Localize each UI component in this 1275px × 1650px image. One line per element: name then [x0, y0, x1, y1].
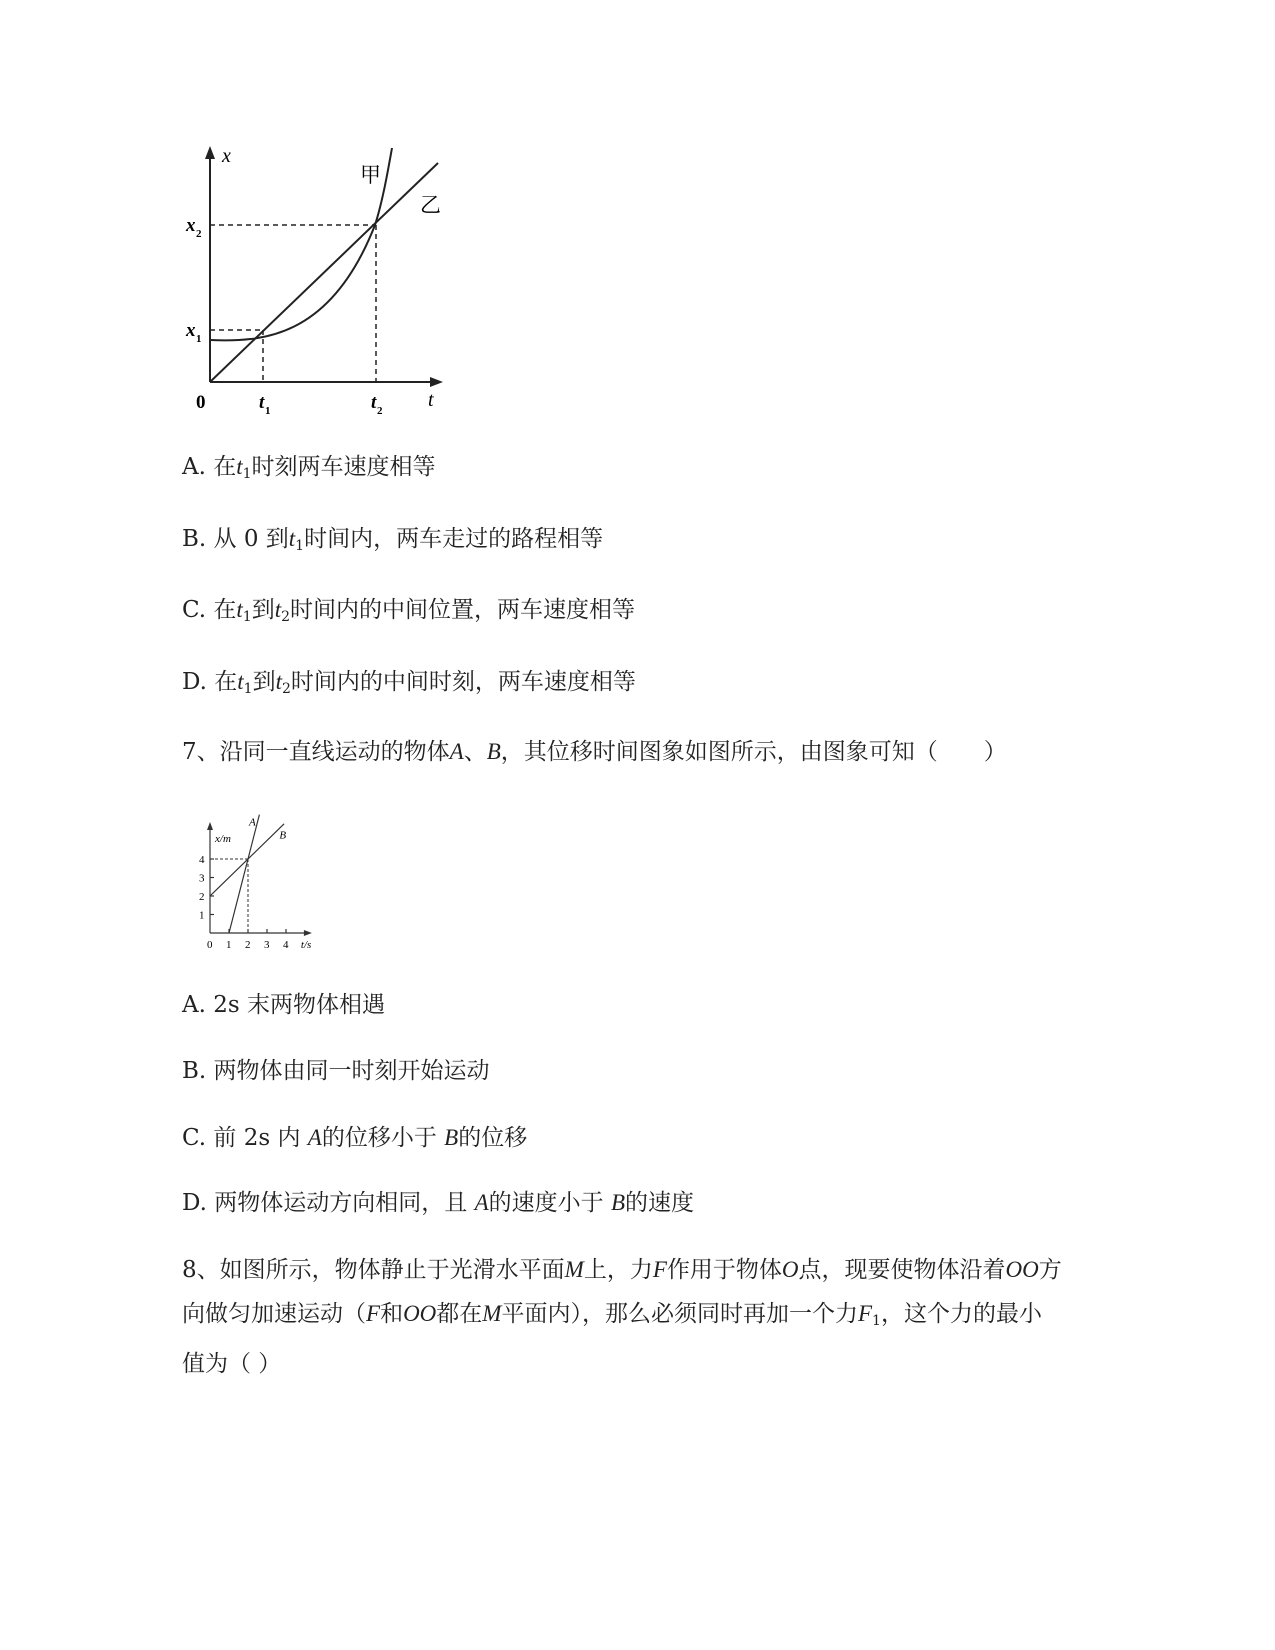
x2-label: x — [186, 215, 196, 236]
xt-graph-jia-yi — [170, 140, 460, 430]
line-a-label: A — [248, 816, 256, 829]
y-axis-label: x — [222, 145, 231, 167]
q7-option-b: B. 两物体由同一时刻开始运动 — [182, 1058, 490, 1084]
q7-stem: 7、沿同一直线运动的物体A、B，其位移时间图象如图所示，由图象可知（ ） — [182, 739, 1007, 765]
t1-label: t — [259, 392, 265, 413]
t2-label: t — [371, 392, 377, 413]
x2-sub: 2 — [196, 228, 202, 240]
x-axis-label: t/s — [300, 939, 312, 951]
q6-option-b: B. 从 0 到$t_1$时间内，两车走过的路程相等 — [182, 526, 604, 554]
x-axis-arrow — [304, 930, 312, 936]
q7-option-c: C. 前 2s 内 A的位移小于 B的位移 — [182, 1125, 528, 1151]
y-tick-label: 4 — [199, 854, 205, 866]
t1-sub: 1 — [265, 405, 271, 417]
line-b-label: B — [279, 829, 287, 842]
q6-option-a: A. 在$t_1$时刻两车速度相等 — [182, 454, 436, 482]
q7-option-a: A. 2s 末两物体相遇 — [182, 992, 385, 1018]
q8-stem: 8、如图所示，物体静止于光滑水平面M上，力F作用于物体O点，现要使物体沿着OO方向做匀加速运动（F和OO都在M平面内），那么必须同时再加一个力$F_1$，这个力的最小值为（ ） — [182, 1257, 1062, 1377]
y-tick-label: 1 — [199, 909, 205, 922]
y-tick-label: 2 — [199, 891, 205, 903]
x1-sub: 1 — [196, 333, 202, 345]
t2-sub: 2 — [377, 405, 383, 417]
q6-option-c: C. 在$t_1$到$t_2$时间内的中间位置，两车速度相等 — [182, 597, 636, 625]
xt-graph-a-b — [190, 805, 340, 955]
x1-label: x — [186, 320, 196, 341]
y-tick-label: 3 — [199, 872, 205, 885]
x-tick-label: 0 — [207, 939, 213, 951]
x-tick-label: 3 — [264, 939, 270, 951]
y-axis-arrow — [207, 822, 213, 830]
origin-label: 0 — [196, 392, 206, 413]
x-axis-label: t — [428, 389, 434, 411]
x-tick-label: 1 — [226, 939, 232, 951]
q6-option-d: D. 在$t_1$到$t_2$时间内的中间时刻，两车速度相等 — [182, 669, 636, 697]
x-tick-label: 2 — [245, 939, 251, 951]
y-axis-arrow — [205, 146, 215, 159]
x-axis-arrow — [430, 377, 443, 387]
x-tick-label: 4 — [283, 939, 289, 951]
line-yi — [210, 163, 438, 382]
line-label-yi: 乙 — [420, 193, 441, 217]
y-axis-label: x/m — [215, 833, 231, 845]
q7-option-d: D. 两物体运动方向相同，且 A的速度小于 B的速度 — [182, 1190, 694, 1216]
curve-label-jia: 甲 — [360, 163, 381, 187]
